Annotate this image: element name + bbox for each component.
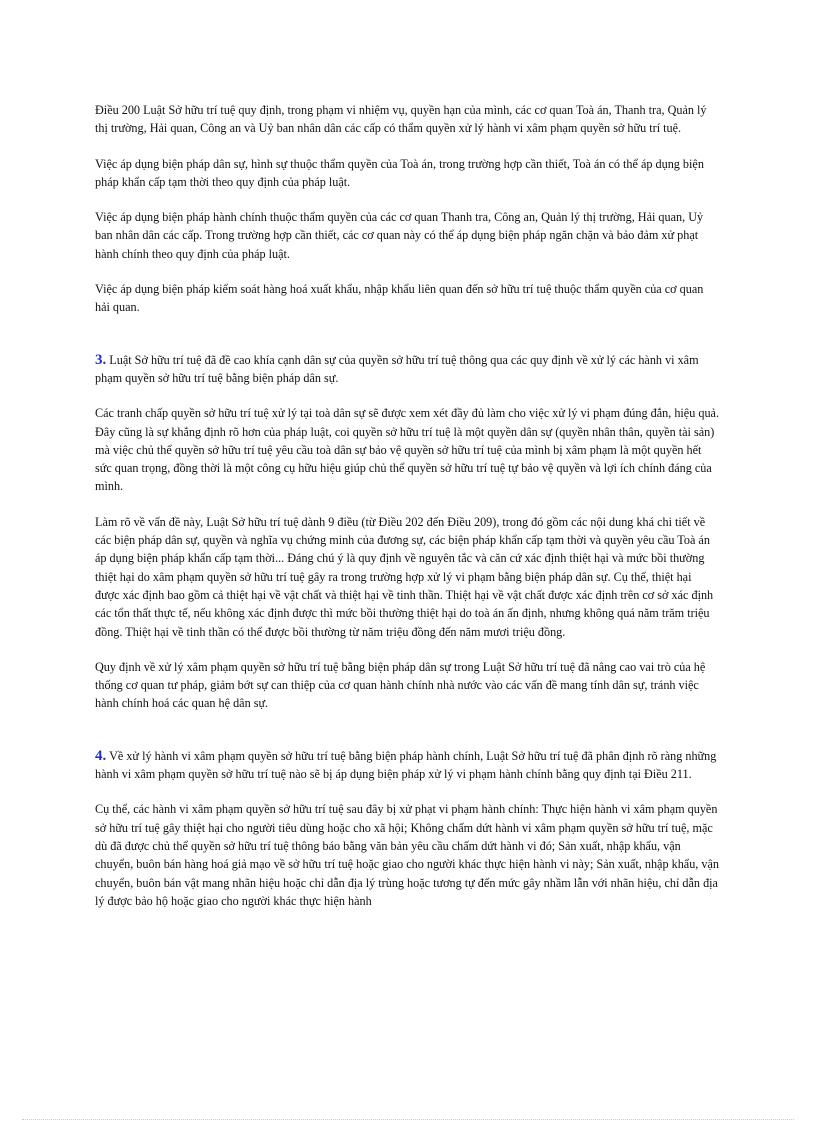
paragraph-administrative-violations: Cụ thể, các hành vi xâm phạm quyền sở hữu trí tuệ sau đây bị xử phạt vi phạm hành chính: Thực hiện hành vi xâm phạm quyền sở hữu trí tuệ gây thiệt hại cho người tiêu dùng hoặc cho xã hội; Không chấm dứt hành vi xâm phạm quyền sở hữu trí tuệ, mặc dù đã được chủ thể quyền sở hữu trí tuệ thông báo bằng văn bản yêu cầu chấm dứt hành vi đó; Sản xuất, nhập khẩu, vận chuyển, buôn bán hàng hoá giả mạo về sở hữu trí tuệ hoặc giao cho người khác thực hiện hành vi này; Sản xuất, nhập khẩu, vận chuyển, buôn bán vật mang nhãn hiệu hoặc chỉ dẫn địa lý trùng hoặc tương tự đến mức gây nhầm lẫn với nhãn hiệu, chỉ dẫn địa lý được bảo hộ hoặc giao cho người khác thực hiện hành [95, 802, 719, 908]
section-3-text: Luật Sở hữu trí tuệ đã đề cao khía cạnh dân sự của quyền sở hữu trí tuệ thông qua các quy định về xử lý các hành vi xâm phạm quyền sở hữu trí tuệ bằng biện pháp dân sự. [95, 352, 699, 385]
page-separator [22, 1119, 794, 1120]
section-3-paragraph [95, 351, 719, 388]
paragraph-article-200: Điều 200 Luật Sở hữu trí tuệ quy định, trong phạm vi nhiệm vụ, quyền hạn của mình, các cơ quan Toà án, Thanh tra, Quản lý thị trường, Hải quan, Công an và Uỷ ban nhân dân các cấp có thẩm quyền xử lý hành vi xâm phạm quyền sở hữu trí tuệ. [95, 103, 707, 136]
paragraph-administrative-measures: Việc áp dụng biện pháp hành chính thuộc thẩm quyền của các cơ quan Thanh tra, Công an, Quản lý thị trường, Hải quan, Uỷ ban nhân dân các cấp. Trong trường hợp cần thiết, các cơ quan này có thể áp dụng biện pháp ngăn chặn và bảo đảm xử phạt hành chính theo quy định của pháp luật. [95, 210, 704, 261]
paragraph-civil-measures: Việc áp dụng biện pháp dân sự, hình sự thuộc thẩm quyền của Toà án, trong trường hợp cần thiết, Toà án có thể áp dụng biện pháp khẩn cấp tạm thời theo quy định của pháp luật. [95, 156, 704, 189]
section-4-text: Về xử lý hành vi xâm phạm quyền sở hữu trí tuệ bằng biện pháp hành chính, Luật Sở hữu trí tuệ đã phân định rõ ràng những hành vi xâm phạm quyền sở hữu trí tuệ nào sẽ bị áp dụng biện pháp xử lý vi phạm hành chính bằng quy định tại Điều 211. [95, 748, 717, 782]
paragraph-civil-disputes: Các tranh chấp quyền sở hữu trí tuệ xử lý tại toà dân sự sẽ được xem xét đầy đủ làm cho việc xử lý vi phạm đúng đắn, hiệu quả. Đây cũng là sự khẳng định rõ hơn của pháp luật, coi quyền sở hữu trí tuệ là một quyền dân sự (quyền nhân thân, quyền tài sản) mà việc chủ thể quyền sở hữu trí tuệ yêu cầu toà dân sự bảo vệ quyền sở hữu trí tuệ của mình bị xâm phạm là một quyền hết sức quan trọng, đồng thời là một công cụ hữu hiệu giúp chủ thể quyền sở hữu trí tuệ tự bảo vệ quyền và lợi ích chính đáng của mình. [95, 406, 719, 494]
section-3-number: 3. [95, 351, 107, 368]
paragraph-customs-control: Việc áp dụng biện pháp kiểm soát hàng hoá xuất khẩu, nhập khẩu liên quan đến sở hữu trí tuệ thuộc thẩm quyền của cơ quan hải quan. [95, 282, 704, 315]
section-4-number: 4. [95, 747, 107, 764]
paragraph-articles-202-209: Làm rõ về vấn đề này, Luật Sở hữu trí tuệ dành 9 điều (từ Điều 202 đến Điều 209), trong đó gồm các nội dung khá chi tiết về các biện pháp dân sự, quyền và nghĩa vụ chứng minh của đương sự, các biện pháp khẩn cấp tạm thời và quyền yêu cầu Toà án áp dụng biện pháp khẩn cấp tạm thời... Đáng chú ý là quy định về nguyên tắc và căn cứ xác định thiệt hại và mức bồi thường thiệt hại do xâm phạm quyền sở hữu trí tuệ gây ra trong trường hợp xử lý vi phạm bằng biện pháp dân sự. Cụ thể, thiệt hại được xác định bao gồm cả thiệt hại về vật chất và thiệt hại về tinh thần. Thiệt hại về vật chất được xác định trên cơ sở xác định các tổn thất thực tế, nếu không xác định được thì mức bồi thường thiệt hại do toà án ấn định, nhưng không quá năm trăm triệu đồng. Thiệt hại về tinh thần có thể được bồi thường từ năm triệu đồng đến năm mươi triệu đồng. [95, 514, 714, 639]
document-body [95, 101, 719, 927]
section-4-paragraph [95, 747, 719, 784]
paragraph-judicial-role: Quy định về xử lý xâm phạm quyền sở hữu trí tuệ bằng biện pháp dân sự trong Luật Sở hữu trí tuệ đã nâng cao vai trò của hệ thống cơ quan tư pháp, giảm bớt sự can thiệp của cơ quan hành chính nhà nước vào các vấn đề mang tính dân sự, tránh việc hành chính hoá các quan hệ dân sự. [95, 659, 706, 711]
